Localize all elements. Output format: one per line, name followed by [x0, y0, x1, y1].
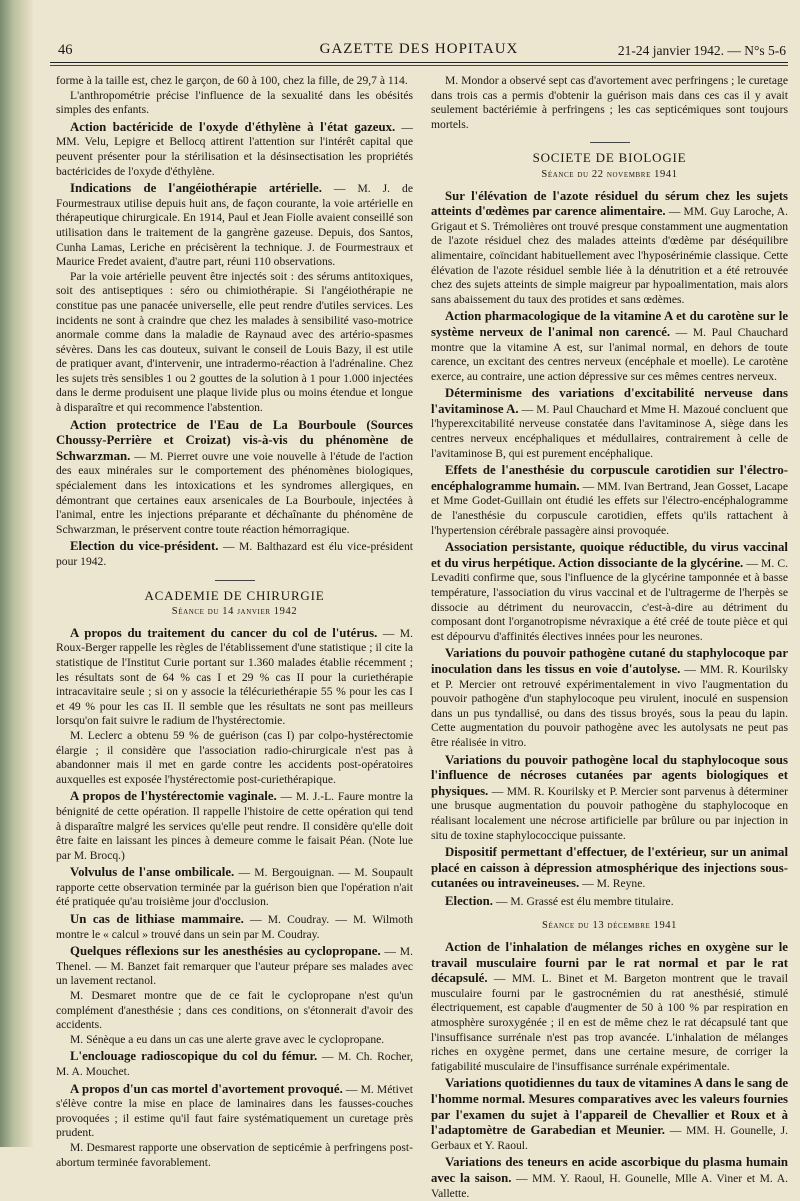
article-title: Action protectrice de l'Eau de La Bourboule (Sources Choussy-Perrière et Croizat) vis-à-vis du phénomène de Schwarzman. — [56, 417, 413, 463]
article-title: Action pharmacologique de la vitamine A et du carotène sur le système nerveux de l'animal non carencé. — [431, 309, 788, 339]
header-rule — [50, 65, 788, 66]
article — [56, 865, 413, 910]
right-column — [431, 74, 788, 1201]
article — [431, 894, 788, 910]
article-title: A propos du traitement du cancer du col de l'utérus. — [70, 625, 378, 640]
book-binding-edge — [0, 0, 34, 1147]
article-text: — MM. R. Kourilsky et P. Mercier ont retrouvé expérimentalement in vivo l'augmentation du pouvoir pathogène d'un staphylocoque peu virulent, inoculé en suspension dans un pus tyndallisé, ou dans des tissus broyés, sous la peau du lapin. Cette augmentation du pouvoir pathogène avec les autolysats ne peut pas être réalisée in vitro. — [431, 662, 788, 749]
article-title: L'enclouage radioscopique du col du fémur. — [70, 1049, 318, 1064]
article-title: Variations du pouvoir pathogène local du staphylocoque sous l'influence de nécroses cutanées par agents biologiques et physiques. — [431, 752, 788, 798]
article-title: Variations du pouvoir pathogène cutané du staphylocoque par inoculation dans les tissus en voie d'autolyse. — [431, 646, 788, 676]
journal-title: GAZETTE DES HOPITAUX — [319, 41, 519, 57]
paragraph: L'anthropométrie précise l'influence de la sexualité dans les obésités simples des enfants. — [56, 88, 413, 117]
article — [56, 181, 413, 270]
article-text: — M. C. Levaditi confirme que, sous l'influence de la glycérine tamponnée et à basse température, l'association du virus vaccinal et de l'ultragerme de l'herpès se dissocie au détriment du neurovaccin, c'est-à-dire au détriment du composant dont l'organotropisme névraxique a été créé de toute pièce et qui est dépourvu d'affinités électives innées pour les neurones. — [431, 556, 788, 643]
article-title: Action de l'inhalation de mélanges riches en oxygène sur le travail musculaire fourni par le rat normal et par le rat décapsulé. — [431, 940, 788, 986]
paragraph: M. Mondor a observé sept cas d'avortement avec perfringens ; le curetage dans trois cas a permis d'obtenir la guérison mais dans ces cas il y avait seulement bactériémie à perfringens ; les cas septicémiques sont toujours mortels. — [431, 74, 788, 131]
paragraph: Par la voie artérielle peuvent être injectés soit : des sérums antitoxiques, soit des antiseptiques : séro ou chimiothérapie. Si l'angéiothérapie ne constitue pas une panacée universelle, elle peut rendre d'utiles services. Les incidents ne sont à craindre que chez les malades à sensibilité vaso-motrice anormale comme dans la maladie de Raynaud avec des artério-spasmes sévères. Dans les cas douteux, suivant le conseil de Louis Bazy, il est utile de pratiquer avant, d'intervenir, une intradermo-réaction à l'adrénaline. Chez les sujets très sensibles 1 ou 2 gouttes de la solution à 1 pour 1.000 injectées dans le derme produisent une plaque livide plus ou moins étendue et longue à disparaître et qui recommence l'abstention. — [56, 269, 413, 415]
article-text: — MM. Velu, Lepigre et Bellocq attirent l'attention sur l'intérêt capital que peuvent présenter pour la stérilisation et la désinsectisation les propriétés bactéricides de l'oxyde d'éthylène. — [56, 120, 413, 178]
article-title: Election. — [445, 893, 493, 908]
article-text: — M. J.-L. Faure montre la bénignité de cette opération. Il rappelle l'histoire de cette opération qui tend à disparaître malgré les services qu'elle peut rendre. Il considère qu'elle doit être faite en laissant les pinces à demeure comme le faisait Péan. (Note lue par M. Brocq.) — [56, 790, 413, 862]
article — [431, 753, 788, 844]
article — [56, 912, 413, 942]
paragraph: forme à la taille est, chez le garçon, de 60 à 100, chez la fille, de 29,7 à 114. — [56, 74, 408, 87]
article-text: — M. Coudray. — M. Wilmoth montre le « calcul » trouvé dans un sein par M. Coudray. — [56, 913, 414, 941]
article — [56, 418, 413, 538]
article-title: Association persistante, quoique réductible, du virus vaccinal et du virus herpétique. Action dissociante de la glycérine. — [431, 540, 788, 570]
article-title: Election du vice-président. — [70, 539, 219, 554]
article-title: Volvulus de l'anse ombilicale. — [70, 865, 235, 880]
paragraph: M. Desmaret montre que de ce fait le cyclopropane n'est qu'un complément d'anesthésie ; dans ces conditions, on s'étonnerait d'avoir des accidents. — [56, 989, 413, 1032]
article — [431, 646, 788, 750]
article — [56, 539, 413, 569]
article-title: Effets de l'anesthésie du corpuscule carotidien sur l'électro-encéphalogramme humain. — [431, 463, 788, 493]
article-title: Dispositif permettant d'effectuer, de l'extérieur, sur un animal placé en caisson à dépression atmosphérique des injections sous-cutanées ou intraveineuses. — [431, 845, 788, 891]
article — [56, 120, 413, 179]
seance-date: Séance du 22 novembre 1941 — [541, 168, 678, 180]
article-text: — M. Balthazard est élu vice-président pour 1942. — [56, 540, 413, 568]
page-header — [50, 40, 788, 63]
article-text: — M. Paul Chauchard montre que la vitamine A est, sur l'animal normal, en dehors de toute carence, un excitant des centres nerveux (encéphale et moelle). Le carotène exerce, au contraire, une action dépressive sur ces mêmes centres nerveux. — [431, 325, 788, 383]
article-text: — MM. L. Binet et M. Bargeton montrent que le travail musculaire fourni par le gastrocnémien du rat anesthésié, stimulé électriquement, est capable d'augmenter de 50 à 100 % par respiration en atmosphère suroxygénée ; il en est de même chez le rat décapsulé tant que l'insuffisance surrénale n'est pas trop avancée. L'inhalation de mélanges riches en oxygène permet, dans une certaine mesure, de corriger la fatigabilité musculaire de l'insuffisance surrénale expérimentale. — [431, 972, 788, 1073]
article-text: — M. Bergouignan. — M. Soupault rapporte cette observation terminée par la guérison bien que l'opération n'ait été pratiquée qu'au troisième jour d'occlusion. — [56, 866, 413, 909]
article — [431, 189, 788, 308]
article-text: — M. Pierret ouvre une voie nouvelle à l'étude de l'action des eaux minérales sur le comportement des phénomènes biologiques, spécialement dans les intoxications et les syndromes allergiques, en démontrant que certaines eaux arsenicales de La Bourboule, injectées à l'animal, entre les injections préparante et déchaînante du phénomène de Schwarzman, le préservent contre toute réaction hémorragique. — [56, 449, 413, 536]
article-title: A propos d'un cas mortel d'avortement provoqué. — [70, 1081, 343, 1096]
article — [56, 626, 413, 729]
article-text: — M. J. de Fourmestraux utilise depuis huit ans, de façon courante, la voie artérielle en thérapeutique chirurgicale. En 1914, Paul et Jean Fiolle avaient conseillé son utilisation dans le traitement de la gangrène gazeuse. Depuis, dos Santos, Cunha Lamas, Leriche en précisèrent la technique. J. de Fourmestraux et Maurice Fredet avaient, d'autre part, réuni 110 observations. — [56, 182, 413, 269]
article-text: — MM. Ivan Bertrand, Jean Gosset, Lacape et Mme Godet-Guillain ont étudié les effets sur l'électro-encéphalogramme de l'anesthésie du corpuscule carotidien, effets qu'ils rattachent à l'hypertension cérébrale passagère ainsi provoquée. — [431, 479, 788, 537]
seance-date: Séance du 13 décembre 1941 — [542, 920, 677, 932]
seance-date: Séance du 14 janvier 1942 — [171, 606, 298, 618]
article-text: — M. Ch. Rocher, M. A. Mouchet. — [56, 1050, 413, 1078]
separator-rule — [590, 142, 630, 143]
article-text: — MM. H. Gounelle, J. Gerbaux et Y. Raoul. — [431, 1124, 788, 1152]
article-text: — M. Métivet s'élève contre la mise en place de laminaires dans les fausses-couches provoquées ; il estime qu'il faut faire systématiquement un curetage près prudent. — [56, 1082, 413, 1140]
article-title: Action bactéricide de l'oxyde d'éthylène à l'état gazeux. — [70, 119, 396, 134]
article-text: — M. Thenel. — M. Banzet fait remarquer que l'auteur prépare ses malades avec un lavement rectanol. — [56, 945, 413, 988]
article — [431, 940, 788, 1074]
article-title: Quelques réflexions sur les anesthésies au cyclopropane. — [70, 944, 381, 959]
article-text: — MM. R. Kourilsky et P. Mercier sont parvenus à déterminer une brusque augmentation du pouvoir pathogène du staphylocoque en réalisant localement une nécrose artificielle par brûlure ou par injection in situ de toxine staphylococcique puissante. — [431, 784, 788, 842]
article — [56, 789, 413, 863]
article-text: — M. Roux-Berger rappelle les règles de l'établissement d'une statistique ; il cite la statistique de l'Institut Curie portant sur 1.360 malades établie récemment ; les résultats sont de 64 % cas I et 29 % cas II pour la curiethérapie intracavitaire seule ; si on y associe la télécuriethérapie 55 % pour les cas I et 49 % pour les cas II. Il semble que les résultats ne sont pas meilleurs lorsqu'on fait suivre le radium de l'hystérectomie. — [56, 626, 413, 728]
page-number: 46 — [58, 42, 73, 58]
article — [431, 386, 788, 461]
article-title: Sur l'élévation de l'azote résiduel du sérum chez les sujets atteints d'œdèmes par carence alimentaire. — [431, 188, 788, 219]
article — [431, 463, 788, 538]
article — [431, 1155, 788, 1201]
article-text: — MM. Guy Laroche, A. Grigaut et S. Trémolières ont trouvé presque constamment une augmentation de l'azote résiduel chez des malades atteints d'œdème par déséquilibre alimentaire, coïncidant habituellement avec l'hyposérinémie classique. Cette élévation de l'azote résiduel semble liée à la dénutrition et a été retrouvée chez des sujets atteints de simple maigreur par hypoalimentation, mais alors sans abaissement du taux des protides et sans œdèmes. — [431, 205, 788, 306]
article-text: — M. Reyne. — [579, 877, 646, 891]
text-columns — [50, 74, 788, 1201]
section-title: ACADEMIE DE CHIRURGIE — [144, 587, 325, 603]
article-title: Variations des teneurs en acide ascorbique du plasma humain avec la saison. — [431, 1155, 788, 1185]
article — [56, 1049, 413, 1079]
article — [431, 845, 788, 892]
article — [431, 1076, 788, 1153]
article-text: — M. Paul Chauchard et Mme H. Mazoué concluent que l'hyperexcitabilité nerveuse constatée dans l'avitaminose A, siège dans les centres nerveux encéphaliques et médullaires, contrairement à celle de l'avitaminose B, qui est purement encéphalique. — [431, 402, 789, 460]
paragraph: M. Sénèque a eu dans un cas une alerte grave avec le cyclopropane. — [70, 1032, 385, 1046]
article — [431, 309, 788, 384]
separator-rule — [215, 580, 255, 581]
article-title: Un cas de lithiase mammaire. — [70, 912, 244, 927]
article-title: Indications de l'angéiothérapie artérielle. — [70, 181, 322, 196]
paragraph: M. Desmarest rapporte une observation de septicémie à perfringens post-abortum terminée favorablement. — [56, 1140, 413, 1169]
left-column — [56, 74, 413, 1201]
article — [431, 540, 788, 644]
article-text: — M. Grassé est élu membre titulaire. — [492, 894, 674, 908]
article — [56, 1082, 413, 1141]
paragraph: M. Leclerc a obtenu 59 % de guérison (cas I) par colpo-hystérectomie élargie ; il considère que l'association radio-chirurgicale n'est pas à abandonner mais il met en garde contre les accidents post-opératoires auxquelles est exposée l'hystérectomie post-curiethérapique. — [56, 728, 413, 786]
article-text: — MM. Y. Raoul, H. Gounelle, Mlle A. Viner et M. A. Vallette. — [431, 1171, 788, 1200]
article-title: Déterminisme des variations d'excitabilité nerveuse dans l'avitaminose A. — [431, 386, 788, 416]
issue-date: 21-24 janvier 1942. — N°s 5-6 — [617, 43, 786, 58]
article-title: Variations quotidiennes du taux de vitamines A dans le sang de l'homme normal. Mesures comparatives avec les valeurs fournies par l'examen du sujet à l'appareil de Chevallier et Roux et à l'adaptomètre de Garabedian et Meunier. — [431, 1076, 788, 1138]
section-title: SOCIETE DE BIOLOGIE — [532, 150, 687, 166]
article — [56, 944, 413, 989]
article-title: A propos de l'hystérectomie vaginale. — [70, 789, 277, 804]
newspaper-page — [50, 40, 789, 1200]
